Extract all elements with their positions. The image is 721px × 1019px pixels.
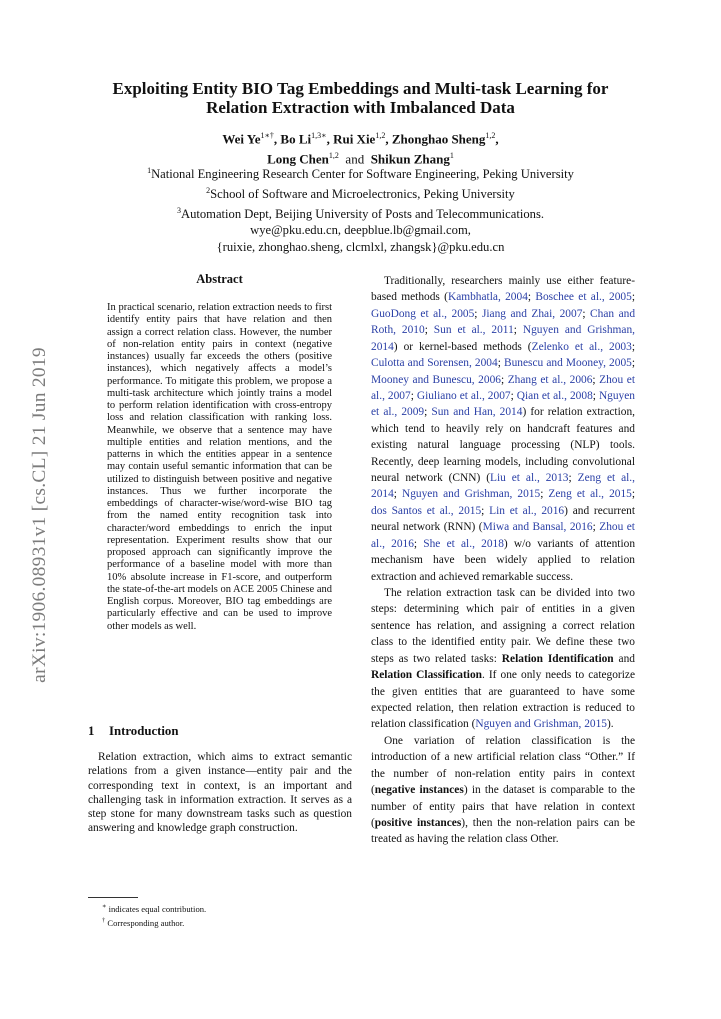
section-title: Introduction — [109, 724, 179, 738]
email-line: {ruixie, zhonghao.sheng, clcmlxl, zhangsk}@pku.edu.cn — [216, 239, 505, 254]
affiliation-line — [88, 203, 633, 223]
footnote-mark: † — [102, 916, 106, 924]
citation-link[interactable]: Nguyen et al., 2009 — [371, 389, 636, 419]
affiliation-sup: 3 — [176, 205, 181, 215]
footnote — [88, 901, 352, 915]
citation-link[interactable]: Zhang et al., 2006 — [507, 373, 593, 386]
author-sup: 1,2 — [375, 131, 386, 140]
citation-link[interactable]: Nguyen and Grishman, 2015 — [475, 718, 607, 731]
citation-link[interactable]: Lin et al., 2016 — [489, 504, 565, 517]
citation-link[interactable]: Zeng et al., 2014 — [371, 472, 635, 501]
author-sup: 1∗† — [260, 131, 274, 140]
paragraph: One variation of relation classification is the introduction of a new artificial relation class “Other.” If the number of non-relation entity pairs in context (negative instances) in the dataset is comparable to the number of entity pairs that have relation in context (positive instances), then the non-relation pairs can be treated as having the relation class Other. — [371, 734, 635, 846]
affiliation-text: Automation Dept, Beijing University of Posts and Telecommunications. — [180, 206, 544, 221]
citation-link[interactable]: Sun et al., 2011 — [433, 324, 514, 337]
introduction-text — [88, 750, 352, 836]
affiliation-line — [88, 183, 633, 203]
author-name: Wei Ye — [222, 131, 261, 147]
arxiv-identifier-text: arXiv:1906.08931v1 [cs.CL] 21 Jun 2019 — [29, 347, 50, 683]
abstract-text: In practical scenario, relation extraction needs to first identify entity pairs that have relation and then assign a correct relation class. However, the number of non-relation entity pairs in context (negative instances) usually far exceeds the others (positive instances), which negatively affects a model’s performance. To mitigate this problem, we propose a multi-task architecture which jointly trains a model to perform relation identification with cross-entropy loss and relation classification with ranking loss. Meanwhile, we observe that a sentence may have multiple entities and relation mentions, and the patterns in which the entities appear in a sentence may contain useful semantic information that can be utilized to distinguish between positive and negative instances. Thus we further incorporate the embeddings of character-wise/word-wise BIO tag from the named entity recognition task into character/word embeddings to enrich the input representation. Experiment results show that our proposed approach can significantly improve the performance of a baseline model with more than 10% absolute increase in F1-score, and outperform the state-of-the-art models on ACE 2005 Chinese and English corpus. Moreover, BIO tag embeddings are particularly effective and can be used to improve other models as well. — [107, 302, 332, 632]
author-block — [88, 127, 633, 168]
affiliation-line — [88, 163, 633, 183]
paragraph: Relation extraction, which aims to extract semantic relations from a given instance—entity pair and the corresponding text in context, is an important and challenging task in information extraction. It serves as a step stone for many downstream tasks such as question answering and knowledge graph construction. — [88, 751, 352, 835]
citation-link[interactable]: dos Santos et al., 2015 — [371, 504, 482, 517]
footnote-divider — [88, 897, 138, 898]
affiliation-text: National Engineering Research Center for Software Engineering, Peking University — [151, 167, 574, 182]
citation-link[interactable]: Zhou et al., 2016 — [371, 521, 635, 550]
author-sup: 1,2 — [328, 151, 339, 161]
author-sup: 1,2 — [485, 131, 496, 140]
footnote-text: indicates equal contribution. — [108, 903, 207, 914]
section-number: 1 — [88, 724, 95, 738]
right-column — [371, 273, 635, 848]
citation-link[interactable]: Liu et al., 2013 — [490, 472, 569, 485]
author-name: Long Chen — [267, 151, 329, 167]
author-sup: 1 — [449, 151, 454, 161]
section-heading-introduction — [88, 724, 178, 739]
citation-link[interactable]: Culotta and Sorensen, 2004 — [371, 357, 498, 370]
author-and: and — [345, 151, 365, 167]
citation-link[interactable]: She et al., 2018 — [423, 537, 504, 550]
citation-link[interactable]: Chan and Roth, 2010 — [371, 307, 636, 337]
arxiv-identifier — [20, 320, 60, 710]
bold-term: Relation Identification — [501, 652, 614, 665]
author-name: Zhonghao Sheng — [391, 131, 486, 147]
abstract-heading: Abstract — [196, 272, 243, 286]
bold-term: negative instances — [374, 784, 464, 797]
citation-link[interactable]: Miwa and Bansal, 2016 — [482, 521, 593, 534]
footnote — [88, 915, 352, 929]
affiliation-block — [88, 163, 633, 256]
citation-link[interactable]: Zeng et al., 2015 — [548, 488, 632, 501]
paragraph: The relation extraction task can be divided into two steps: determining which pair of entities in a given sentence has relation, and assigning a correct relation class to the identified entity pair. We define these two steps as two related tasks: Relation Identification and Relation Classification. If one only needs to categorize the given entities that are guaranteed to have some expected relation, then relation extraction is reduced to relation classification (Nguyen and Grishman, 2015). — [371, 587, 636, 731]
citation-link[interactable]: Jiang and Zhai, 2007 — [481, 307, 583, 320]
author-sup: 1,3∗ — [311, 131, 327, 140]
citation-link[interactable]: Zelenko et al., 2003 — [531, 340, 632, 353]
author-name: Bo Li — [280, 131, 312, 147]
footnote-mark: ∗ — [102, 903, 107, 910]
affiliation-sup: 2 — [206, 185, 211, 195]
paragraph: Traditionally, researchers mainly use either feature-based methods (Kambhatla, 2004; Boschee et al., 2005; GuoDong et al., 2005; Jiang and Zhai, 2007; Chan and Roth, 2010; Sun et al., 2011; Nguyen and Grishman, 2014) or kernel-based methods (Zelenko et al., 2003; Culotta and Sorensen, 2004; Bunescu and Mooney, 2005; Mooney and Bunescu, 2006; Zhang et al., 2006; Zhou et al., 2007; Giuliano et al., 2007; Qian et al., 2008; Nguyen et al., 2009; Sun and Han, 2014) for relation extraction, which tend to heavily rely on handcraft features and existing natural language processing (NLP) tools. Recently, deep learning models, including convolutional neural network (CNN) (Liu et al., 2013; Zeng et al., 2014; Nguyen and Grishman, 2015; Zeng et al., 2015; dos Santos et al., 2015; Lin et al., 2016) and recurrent neural network (RNN) (Miwa and Bansal, 2016; Zhou et al., 2016; She et al., 2018) w/o variants of attention mechanism have been widely applied to relation extraction and achieved remarkable success. — [371, 275, 636, 583]
citation-link[interactable]: Mooney and Bunescu, 2006 — [371, 373, 501, 386]
citation-link[interactable]: Zhou et al., 2007 — [371, 373, 635, 402]
paper-title: Exploiting Entity BIO Tag Embeddings and Multi-task Learning for Relation Extraction with Imbalanced Data — [112, 79, 609, 117]
citation-link[interactable]: GuoDong et al., 2005 — [371, 307, 475, 320]
citation-link[interactable]: Boschee et al., 2005 — [535, 291, 632, 304]
author-line-1: Wei $Ye^{1∗\dagger}$, Bo $Li^{1,3∗}$, Rui Xie$^{1,2}$, Zhonghao Sheng$^{1,2}$, — [222, 131, 499, 147]
author-name: Rui Xie — [333, 131, 376, 147]
bold-term: positive instances — [374, 816, 462, 829]
citation-link[interactable]: Giuliano et al., 2007 — [416, 389, 511, 402]
citation-link[interactable]: Bunescu and Mooney, 2005 — [503, 357, 632, 370]
bold-term: Relation Classification — [371, 669, 482, 682]
email-line: wye@pku.edu.cn, deepblue.lb@gmail.com, — [250, 223, 471, 238]
affiliation-sup: 1 — [147, 166, 152, 175]
author-name: Shikun Zhang — [370, 151, 450, 167]
affiliation-text: School of Software and Microelectronics, Peking University — [210, 186, 515, 201]
footnote-text: Corresponding author. — [107, 917, 185, 928]
citation-link[interactable]: Qian et al., 2008 — [516, 389, 593, 402]
citation-link[interactable]: Nguyen and Grishman, 2015 — [402, 488, 541, 501]
citation-link[interactable]: Kambhatla, 2004 — [447, 291, 528, 304]
footnotes — [88, 901, 352, 929]
citation-link[interactable]: Nguyen and Grishman, 2014 — [371, 324, 635, 353]
citation-link[interactable]: Sun and Han, 2014 — [431, 406, 523, 419]
